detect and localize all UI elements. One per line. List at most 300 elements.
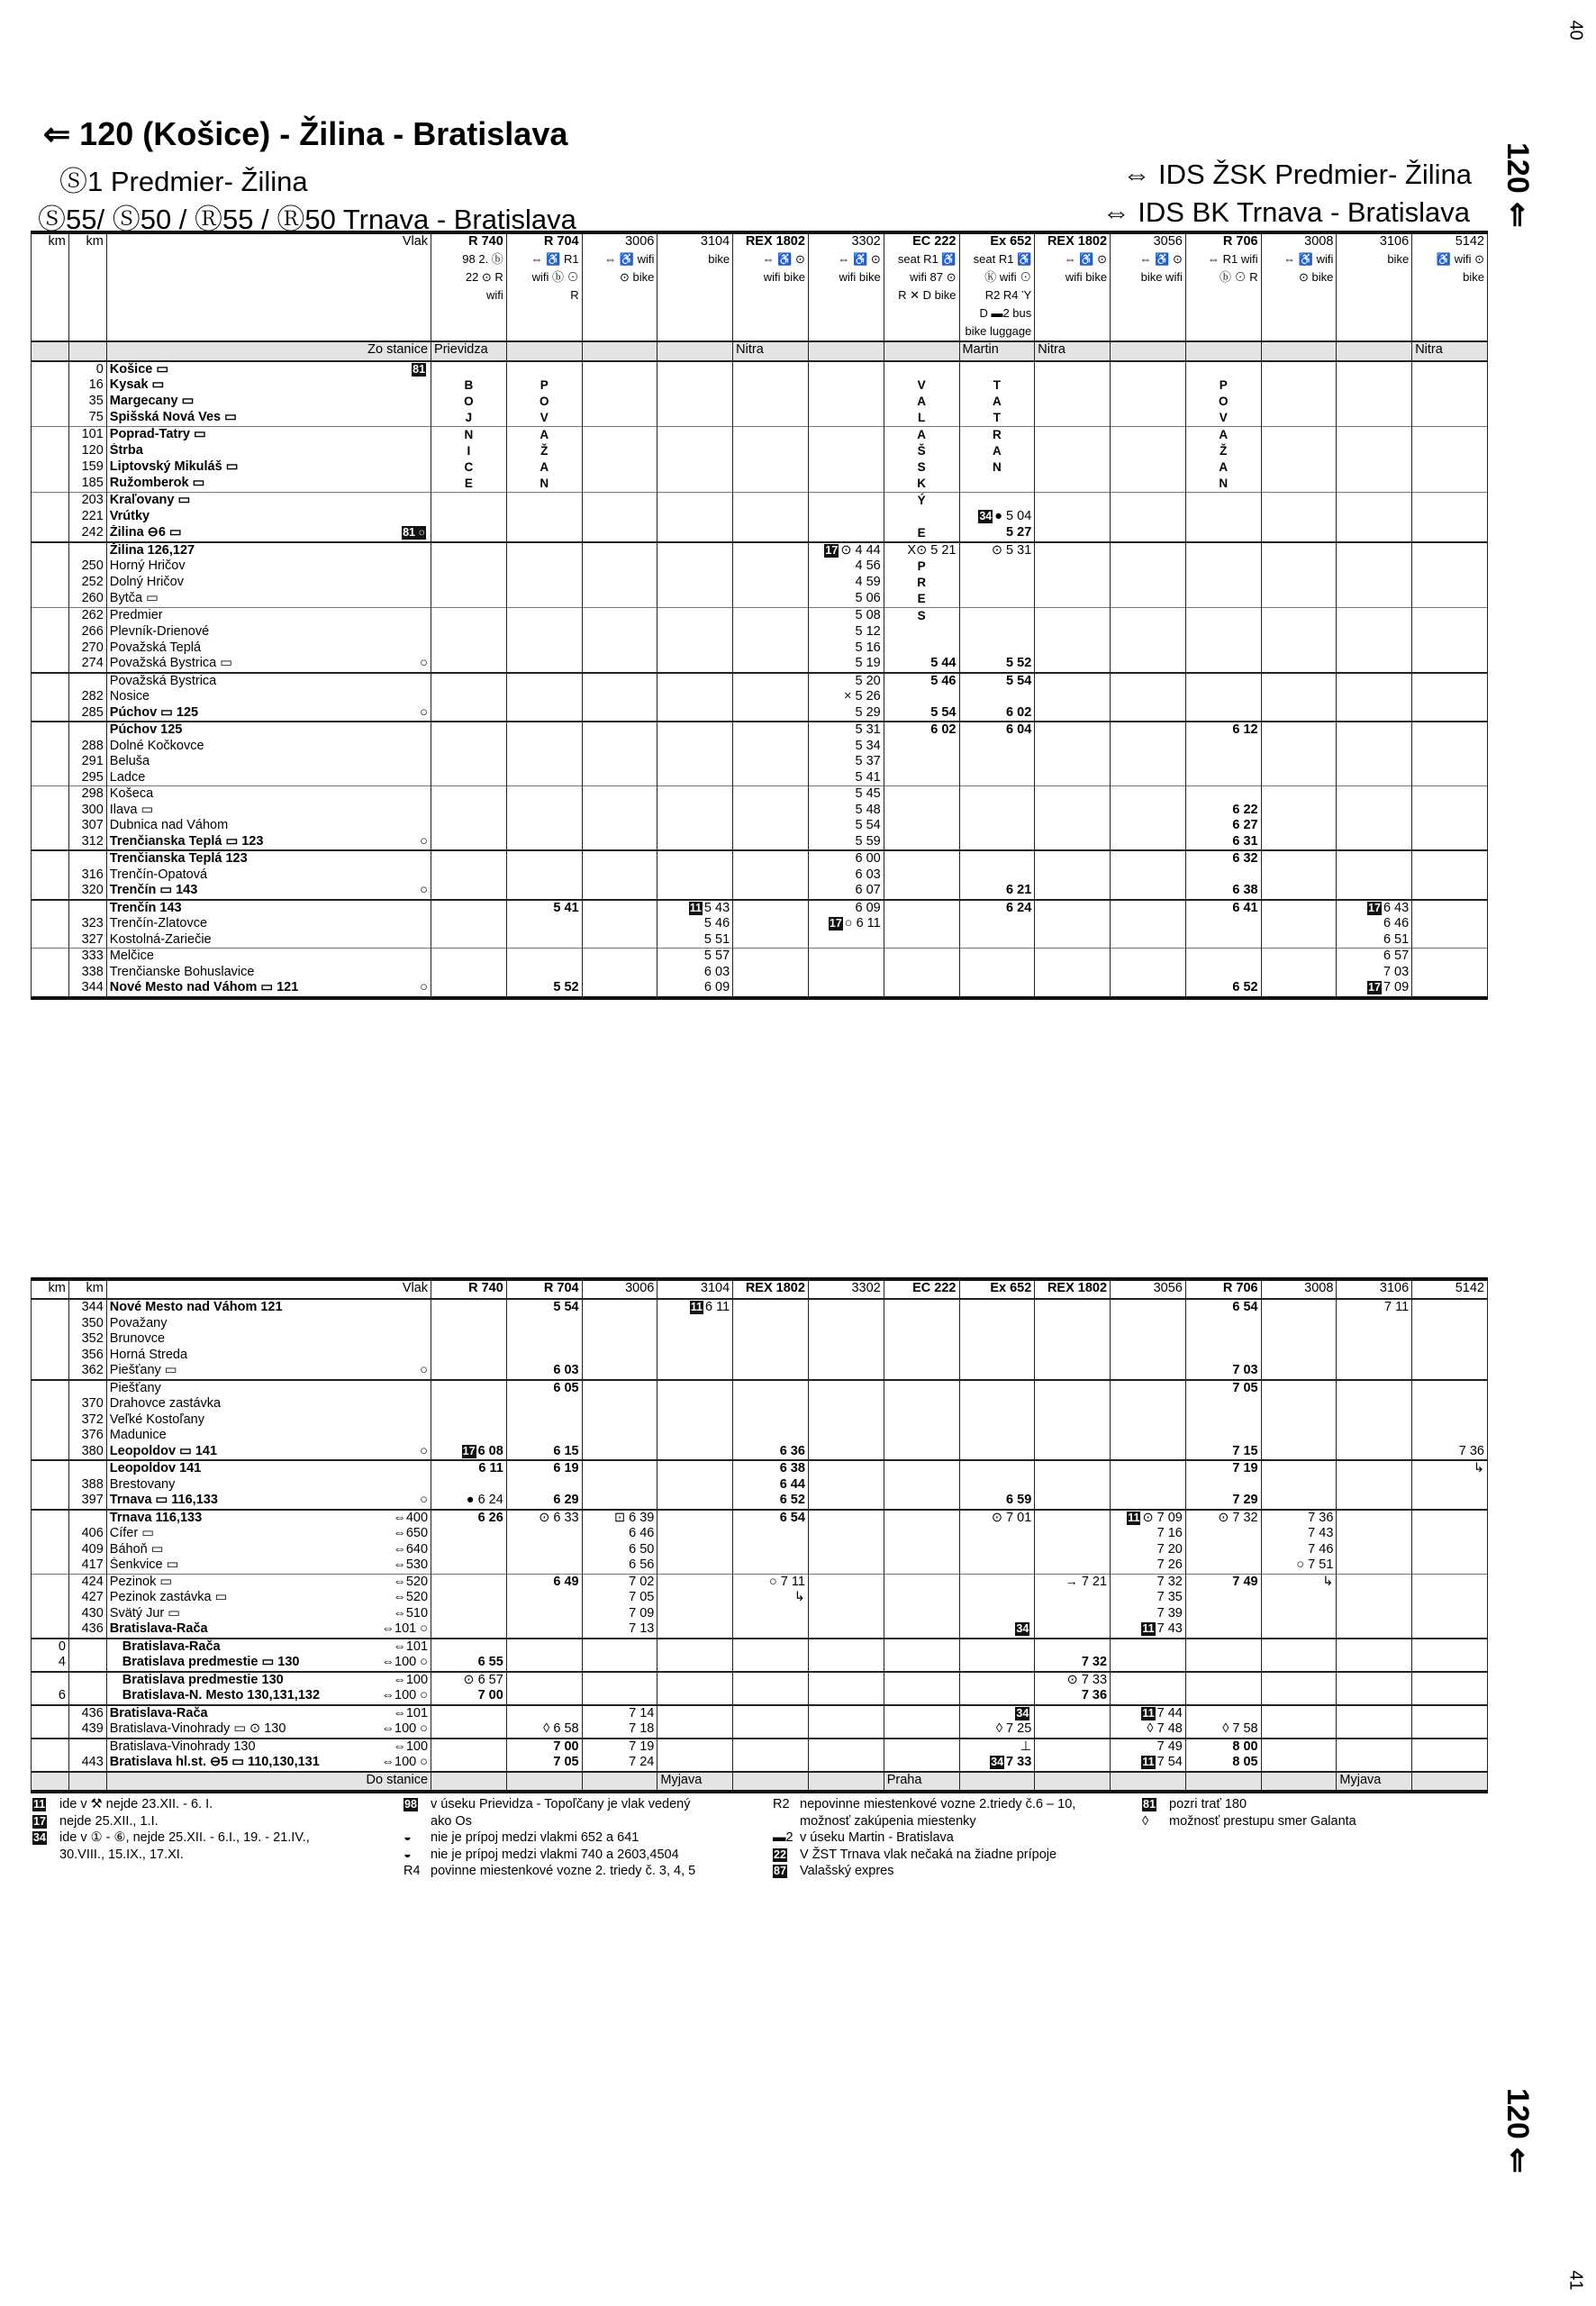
time-cell — [657, 1477, 733, 1493]
km-value: 4 — [32, 1655, 69, 1672]
station-name-cell — [1261, 341, 1337, 361]
train-column-header[interactable] — [1261, 232, 1337, 341]
station-cell[interactable] — [106, 673, 431, 690]
km-value — [32, 949, 69, 965]
station-cell[interactable] — [106, 1299, 431, 1316]
station-cell[interactable] — [106, 542, 431, 559]
transfer-code: ⇔100 ○ — [381, 1655, 429, 1669]
train-column-header[interactable] — [1111, 232, 1186, 341]
time-cell — [1185, 754, 1261, 770]
time-cell — [1412, 850, 1488, 867]
time-cell — [431, 1348, 507, 1364]
station-name: Madunice — [109, 1428, 167, 1442]
time-cell — [808, 1621, 884, 1639]
time-cell — [657, 493, 733, 510]
legend-key — [773, 1863, 800, 1880]
km-value: 203 — [68, 493, 106, 510]
legend-text: nie je prípoj medzi vlakmi 652 a 641 — [431, 1830, 639, 1845]
time-cell — [1035, 770, 1111, 786]
time-cell — [808, 1557, 884, 1574]
timetable-row — [32, 1316, 1488, 1332]
train-column-header[interactable] — [808, 232, 884, 341]
time-cell — [884, 1477, 959, 1493]
timetable-row — [32, 542, 1488, 559]
time-cell — [1111, 834, 1186, 851]
time-cell — [1412, 1590, 1488, 1606]
station-cell[interactable] — [106, 722, 431, 739]
time-cell — [1337, 624, 1412, 640]
train-amenity-icons: wifi bike — [839, 269, 881, 284]
station-cell[interactable] — [106, 1396, 431, 1412]
time-cell: N — [506, 476, 582, 493]
km-value: 101 — [68, 427, 106, 444]
time-cell — [431, 493, 507, 510]
time-cell — [959, 1542, 1035, 1558]
time-cell — [1185, 1639, 1261, 1656]
train-column-header[interactable] — [657, 232, 733, 341]
time-cell — [884, 1672, 959, 1689]
time-cell — [1261, 443, 1337, 459]
time-cell — [657, 1621, 733, 1639]
time-cell — [884, 1557, 959, 1574]
time-cell — [884, 509, 959, 525]
legend-key — [404, 1796, 431, 1813]
train-column-header[interactable] — [1337, 1279, 1412, 1299]
time-cell — [959, 1460, 1035, 1477]
time-cell — [1111, 459, 1186, 476]
time-cell — [733, 1621, 809, 1639]
km-value — [32, 705, 69, 722]
time-cell: T — [959, 410, 1035, 427]
station-cell[interactable] — [106, 377, 431, 394]
legend-key — [32, 1796, 59, 1813]
time-cell — [431, 1621, 507, 1639]
km-value — [32, 575, 69, 591]
time-cell — [1412, 949, 1488, 965]
time-cell — [733, 1412, 809, 1429]
time-cell — [733, 689, 809, 705]
time-cell — [1337, 459, 1412, 476]
time-cell — [733, 509, 809, 525]
time-cell — [808, 1590, 884, 1606]
station-cell[interactable] — [106, 1655, 431, 1672]
station-cell[interactable] — [106, 361, 431, 378]
time-cell: I — [431, 443, 507, 459]
station-note — [402, 525, 428, 541]
train-column-header[interactable] — [884, 1279, 959, 1299]
time-cell — [1412, 1688, 1488, 1705]
station-cell[interactable] — [106, 916, 431, 932]
time-cell — [657, 427, 733, 444]
station-cell[interactable] — [106, 509, 431, 525]
time-cell: 6 00 — [808, 850, 884, 867]
time-cell — [1035, 1493, 1111, 1510]
km-value — [32, 932, 69, 949]
station-cell[interactable] — [106, 459, 431, 476]
time-cell — [582, 1460, 657, 1477]
station-cell[interactable] — [106, 867, 431, 884]
station-cell[interactable] — [106, 739, 431, 755]
time-cell — [1035, 542, 1111, 559]
train-column-header[interactable] — [1111, 1279, 1186, 1299]
station-cell[interactable] — [106, 1721, 431, 1739]
train-number: R 706 — [1222, 234, 1258, 249]
time-cell — [431, 705, 507, 722]
side-line-label-bottom: 120 ⇐ — [1501, 2088, 1535, 2174]
train-column-header[interactable] — [506, 1279, 582, 1299]
train-column-header[interactable] — [1185, 1279, 1261, 1299]
station-cell[interactable] — [106, 883, 431, 900]
time-cell — [1412, 705, 1488, 722]
km-value: 333 — [68, 949, 106, 965]
station-cell[interactable] — [106, 949, 431, 965]
footnote-badge: 34 — [1016, 1706, 1029, 1720]
station-cell[interactable] — [106, 525, 431, 542]
station-cell[interactable] — [106, 427, 431, 444]
station-cell[interactable] — [106, 1412, 431, 1429]
station-name: Vrútky — [109, 509, 150, 523]
station-cell[interactable] — [106, 1380, 431, 1397]
station-cell[interactable] — [106, 1363, 431, 1380]
time-cell — [431, 722, 507, 739]
km-value: 316 — [68, 867, 106, 884]
footnote-badge: 17 — [1368, 901, 1381, 914]
station-cell[interactable] — [106, 608, 431, 625]
time-cell — [1111, 754, 1186, 770]
km-value: 270 — [68, 640, 106, 657]
legend-key — [1142, 1796, 1169, 1813]
station-cell[interactable] — [106, 591, 431, 608]
time-cell — [733, 1428, 809, 1444]
station-cell[interactable] — [106, 476, 431, 493]
time-cell — [1337, 834, 1412, 851]
time-cell — [1261, 1428, 1337, 1444]
time-cell — [1412, 980, 1488, 998]
train-column-header[interactable] — [1337, 232, 1412, 341]
station-cell[interactable] — [106, 1428, 431, 1444]
station-cell[interactable] — [106, 575, 431, 591]
train-column-header[interactable] — [733, 232, 809, 341]
time-cell — [1185, 624, 1261, 640]
time-cell — [1111, 525, 1186, 542]
footnote-badge: 17 — [1368, 981, 1381, 994]
time-cell — [1035, 558, 1111, 575]
time-cell — [1185, 608, 1261, 625]
station-cell[interactable] — [106, 558, 431, 575]
station-cell[interactable] — [106, 786, 431, 803]
time-cell: 5 27 — [959, 525, 1035, 542]
time-cell — [431, 1526, 507, 1542]
train-column-header[interactable] — [431, 232, 507, 341]
time-cell — [1111, 1655, 1186, 1672]
time-cell — [959, 916, 1035, 932]
subtitle-s1: Ⓢ1 Predmier- Žilina — [59, 166, 308, 197]
time-cell: 6 36 — [733, 1444, 809, 1461]
train-column-header[interactable] — [884, 232, 959, 341]
station-cell[interactable] — [106, 1574, 431, 1590]
station-cell[interactable] — [106, 705, 431, 722]
time-cell — [1261, 1739, 1337, 1756]
time-cell — [884, 916, 959, 932]
km-value — [32, 900, 69, 917]
time-cell — [1111, 705, 1186, 722]
time-cell — [1111, 673, 1186, 690]
station-name-cell — [582, 1772, 657, 1792]
train-column-header[interactable] — [959, 232, 1035, 341]
time-cell — [657, 443, 733, 459]
time-cell: 6 24 — [959, 900, 1035, 917]
train-column-header[interactable] — [431, 1279, 507, 1299]
time-cell: 6 19 — [506, 1460, 582, 1477]
time-cell — [1337, 361, 1412, 378]
time-cell — [582, 476, 657, 493]
station-name: Trenčianska Teplá ▭ 123 — [109, 833, 264, 849]
time-cell: P — [884, 558, 959, 575]
time-cell — [884, 1348, 959, 1364]
time-cell — [1412, 834, 1488, 851]
time-cell: N — [1185, 476, 1261, 493]
time-cell — [1111, 818, 1186, 834]
time-cell — [1035, 1348, 1111, 1364]
time-cell — [657, 1590, 733, 1606]
transfer-code: ⇔100 ○ — [381, 1688, 429, 1702]
station-name: Leopoldov 141 — [109, 1461, 202, 1475]
station-cell[interactable] — [106, 1316, 431, 1332]
time-cell — [884, 1705, 959, 1722]
time-cell — [733, 980, 809, 998]
time-cell — [808, 459, 884, 476]
km-value — [32, 1542, 69, 1558]
train-amenity-icons: ⓑ ⊙ R — [1220, 269, 1258, 284]
time-cell — [1111, 1621, 1186, 1639]
station-cell[interactable] — [106, 980, 431, 998]
time-cell: 7 11 — [1337, 1299, 1412, 1316]
time-cell — [733, 834, 809, 851]
time-cell — [733, 443, 809, 459]
km-value — [32, 739, 69, 755]
time-cell — [657, 1444, 733, 1461]
station-cell[interactable] — [106, 1688, 431, 1705]
station-cell[interactable] — [106, 1755, 431, 1772]
station-cell[interactable] — [106, 818, 431, 834]
time-cell — [1035, 980, 1111, 998]
time-cell — [657, 754, 733, 770]
station-cell[interactable] — [106, 1606, 431, 1622]
time-cell — [431, 1316, 507, 1332]
station-cell[interactable] — [106, 803, 431, 819]
time-cell — [1337, 1590, 1412, 1606]
station-cell[interactable] — [106, 410, 431, 427]
train-column-header[interactable] — [1185, 232, 1261, 341]
time-cell — [884, 1621, 959, 1639]
station-cell[interactable] — [106, 1739, 431, 1756]
station-cell[interactable] — [106, 1705, 431, 1722]
train-column-header[interactable] — [733, 1279, 809, 1299]
legend-text: nie je prípoj medzi vlakmi 740 a 2603,4504 — [431, 1847, 679, 1862]
page-number-top: 40 — [1565, 20, 1586, 41]
time-cell — [1035, 867, 1111, 884]
time-cell — [506, 1331, 582, 1348]
station-cell[interactable] — [106, 754, 431, 770]
km-value — [32, 361, 69, 378]
time-cell — [1261, 834, 1337, 851]
station-cell[interactable] — [106, 689, 431, 705]
time-cell — [1111, 377, 1186, 394]
train-column-header[interactable] — [582, 1279, 657, 1299]
station-cell[interactable] — [106, 1621, 431, 1639]
station-name-cell — [1337, 341, 1412, 361]
time-cell: 6 38 — [1185, 883, 1261, 900]
station-cell[interactable] — [106, 493, 431, 510]
station-cell[interactable] — [106, 1542, 431, 1558]
time-cell — [506, 525, 582, 542]
time-cell — [582, 739, 657, 755]
time-cell: 7 16 — [1111, 1526, 1186, 1542]
timetable-row — [32, 443, 1488, 459]
train-column-header[interactable] — [582, 232, 657, 341]
time-cell — [657, 673, 733, 690]
station-cell[interactable] — [106, 1493, 431, 1510]
time-cell — [884, 640, 959, 657]
time-cell: Ž — [1185, 443, 1261, 459]
train-column-header[interactable] — [1035, 232, 1111, 341]
station-cell[interactable] — [106, 1348, 431, 1364]
time-cell — [506, 1348, 582, 1364]
time-cell — [1261, 558, 1337, 575]
time-cell: O — [1185, 394, 1261, 410]
km-value: 436 — [68, 1621, 106, 1639]
time-cell: 5 54 — [808, 818, 884, 834]
time-cell: 6 02 — [959, 705, 1035, 722]
km-value — [32, 770, 69, 786]
time-cell — [657, 803, 733, 819]
footnote-badge: 11 — [1128, 1511, 1140, 1524]
station-cell[interactable] — [106, 1444, 431, 1461]
time-cell — [733, 1316, 809, 1332]
footnote-badge: 34 — [979, 510, 993, 522]
station-cell[interactable] — [106, 656, 431, 673]
train-column-header[interactable] — [1035, 1279, 1111, 1299]
station-cell[interactable] — [106, 932, 431, 949]
station-cell[interactable] — [106, 1331, 431, 1348]
time-cell — [431, 786, 507, 803]
station-name-cell: Nitra — [733, 341, 809, 361]
station-name: Kysak ▭ — [109, 377, 165, 392]
time-cell — [431, 1739, 507, 1756]
time-cell — [1261, 1721, 1337, 1739]
time-cell — [1412, 377, 1488, 394]
train-amenity-icons: ⊙ bike — [620, 269, 655, 284]
time-cell — [506, 965, 582, 981]
station-cell[interactable] — [106, 900, 431, 917]
time-cell — [1412, 1574, 1488, 1590]
station-cell[interactable] — [106, 1639, 431, 1656]
time-cell: O — [431, 394, 507, 410]
transfer-code: ⇔520 — [393, 1590, 429, 1604]
station-cell[interactable] — [106, 624, 431, 640]
time-cell — [1261, 427, 1337, 444]
train-column-header[interactable] — [959, 1279, 1035, 1299]
km-value: 120 — [68, 443, 106, 459]
time-cell — [657, 739, 733, 755]
train-amenity-icons: bike — [708, 251, 730, 266]
station-cell[interactable] — [106, 640, 431, 657]
train-column-header[interactable] — [506, 232, 582, 341]
time-cell — [431, 1477, 507, 1493]
km-header: km — [68, 232, 106, 341]
station-cell[interactable] — [106, 1590, 431, 1606]
station-cell[interactable] — [106, 965, 431, 981]
time-cell — [1412, 689, 1488, 705]
station-cell[interactable] — [106, 1526, 431, 1542]
time-cell — [1412, 394, 1488, 410]
time-cell — [733, 867, 809, 884]
time-cell — [1185, 705, 1261, 722]
timetable-row — [32, 818, 1488, 834]
train-column-header[interactable] — [1412, 232, 1488, 341]
station-cell[interactable] — [106, 1510, 431, 1527]
train-column-header[interactable] — [1261, 1279, 1337, 1299]
time-cell — [582, 1299, 657, 1316]
station-name: Cífer ▭ — [109, 1526, 154, 1540]
time-cell: 7 29 — [1185, 1493, 1261, 1510]
time-cell — [884, 1688, 959, 1705]
station-cell[interactable] — [106, 1557, 431, 1574]
time-cell: 5 41 — [808, 770, 884, 786]
station-cell[interactable] — [106, 394, 431, 410]
station-name: Margecany ▭ — [109, 394, 195, 408]
legend-item — [404, 1829, 695, 1847]
time-cell — [1035, 1299, 1111, 1316]
station-cell[interactable] — [106, 1672, 431, 1689]
timetable-row — [32, 1396, 1488, 1412]
time-cell — [1412, 427, 1488, 444]
time-cell — [884, 624, 959, 640]
station-cell[interactable] — [106, 770, 431, 786]
time-cell — [959, 1705, 1035, 1722]
time-cell — [506, 916, 582, 932]
time-cell — [733, 803, 809, 819]
time-cell — [582, 558, 657, 575]
legend-text: v úseku Martin - Bratislava — [800, 1830, 954, 1845]
time-cell — [582, 754, 657, 770]
time-cell — [1035, 459, 1111, 476]
train-column-header[interactable] — [808, 1279, 884, 1299]
station-cell[interactable] — [106, 1477, 431, 1493]
station-cell[interactable] — [106, 834, 431, 851]
station-note: ○ — [420, 1493, 429, 1507]
train-amenity-icons: R — [570, 287, 579, 302]
time-cell — [582, 1380, 657, 1397]
time-cell — [808, 1574, 884, 1590]
time-cell — [1412, 656, 1488, 673]
time-cell: 6 09 — [657, 980, 733, 998]
legend-text: ide v ⚒ nejde 23.XII. - 6. I. — [59, 1797, 213, 1811]
station-name: Báhoň ▭ — [109, 1541, 164, 1557]
time-cell — [506, 834, 582, 851]
station-cell[interactable] — [106, 1460, 431, 1477]
station-cell[interactable] — [106, 850, 431, 867]
train-column-header[interactable] — [1412, 1279, 1488, 1299]
time-cell — [1412, 1493, 1488, 1510]
time-cell — [1261, 1590, 1337, 1606]
train-column-header[interactable] — [657, 1279, 733, 1299]
train-number: R 704 — [543, 234, 579, 249]
time-cell — [582, 1316, 657, 1332]
time-cell: → 7 21 — [1035, 1574, 1111, 1590]
station-cell[interactable] — [106, 443, 431, 459]
station-name: Leopoldov ▭ 141 — [109, 1443, 218, 1458]
